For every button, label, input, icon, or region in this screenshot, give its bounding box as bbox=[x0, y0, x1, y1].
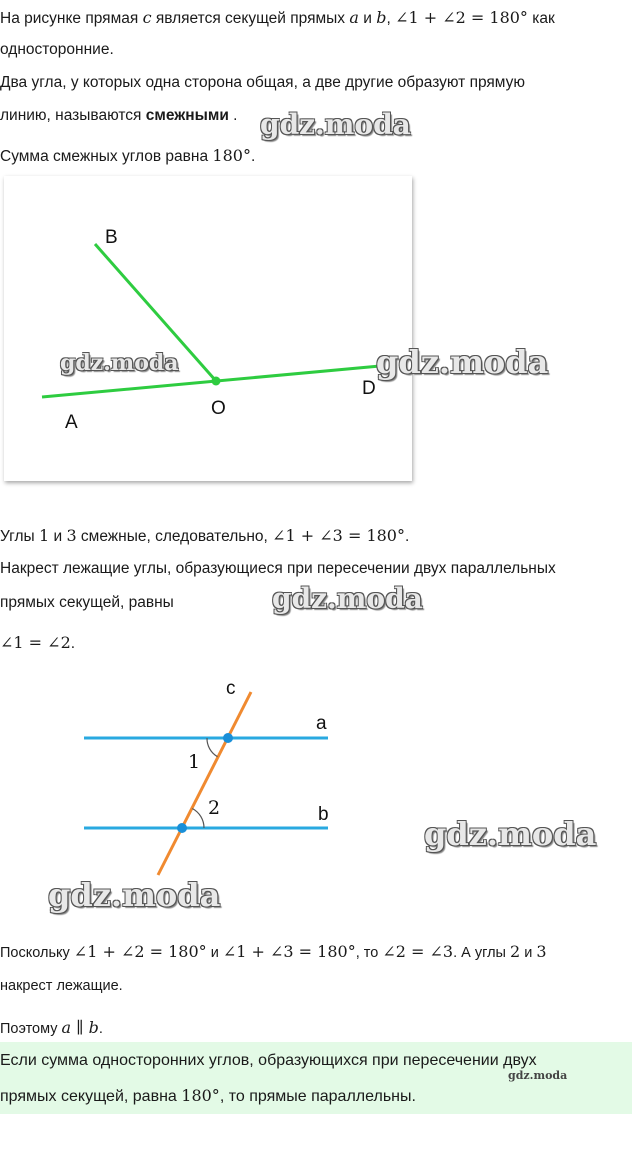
point-o bbox=[212, 377, 221, 386]
angle-arc-1 bbox=[207, 738, 218, 757]
text: линию, называются bbox=[0, 107, 146, 124]
theorem-callout bbox=[0, 1042, 632, 1114]
secant-c bbox=[158, 692, 251, 875]
watermark: gdz.moda bbox=[48, 876, 221, 914]
math-number: 1 bbox=[38, 526, 50, 545]
paragraph-equation bbox=[0, 633, 75, 653]
watermark: gdz.moda bbox=[260, 108, 411, 141]
term-adjacent: смежными bbox=[145, 107, 229, 124]
text: является секущей прямых bbox=[151, 10, 350, 27]
text: , bbox=[386, 10, 396, 27]
paragraph-adjacent-angles: Два угла, у которых одна сторона общая, а две другие образуют прямую bbox=[0, 74, 526, 91]
math-parallel: a ∥ b bbox=[61, 1018, 99, 1037]
text: . bbox=[250, 148, 256, 165]
text: и bbox=[49, 528, 67, 545]
math-number: 3 bbox=[536, 942, 547, 961]
paragraph-sum-adjacent bbox=[0, 146, 255, 166]
text: . bbox=[404, 528, 410, 545]
figure-adjacent-angles-svg bbox=[4, 176, 412, 481]
paragraph-angles-1-3 bbox=[0, 526, 409, 546]
label-b: B bbox=[105, 227, 118, 248]
paragraph-conclusion bbox=[0, 942, 547, 961]
math-equation: ∠1 = ∠2 bbox=[0, 633, 71, 652]
callout-line: Если сумма односторонних углов, образующихся при пересечении двух bbox=[0, 1052, 537, 1069]
text: , то прямые параллельны. bbox=[219, 1088, 416, 1105]
watermark: gdz.moda bbox=[272, 582, 423, 615]
label-a: a bbox=[316, 713, 327, 734]
paragraph-alternate-angles: Накрест лежащие углы, образующиеся при пересечении двух параллельных bbox=[0, 560, 556, 577]
text: . А углы bbox=[453, 945, 510, 961]
figure-adjacent-angles bbox=[4, 176, 412, 481]
math-equation: ∠1 + ∠2 = 180° bbox=[73, 942, 207, 961]
label-a: A bbox=[65, 412, 78, 433]
label-o: O bbox=[211, 398, 226, 419]
watermark: gdz.moda bbox=[376, 343, 549, 381]
text: прямых секущей, равна bbox=[0, 1088, 182, 1105]
math-b: b bbox=[376, 8, 387, 27]
label-angle-2: 2 bbox=[208, 797, 221, 819]
text: , то bbox=[355, 945, 383, 961]
text: Углы bbox=[0, 528, 39, 545]
paragraph-line: накрест лежащие. bbox=[0, 978, 123, 994]
math-equation: ∠1 + ∠3 = 180° bbox=[272, 526, 405, 545]
math-value: 180° bbox=[212, 146, 251, 165]
watermark: gdz.moda bbox=[60, 350, 179, 376]
figure-parallel-lines bbox=[70, 672, 370, 892]
text: На рисунке прямая bbox=[0, 10, 143, 27]
math-c: c bbox=[142, 8, 152, 27]
math-number: 2 bbox=[510, 942, 521, 961]
text: Поэтому bbox=[0, 1021, 62, 1037]
math-equation: ∠1 + ∠3 = 180° bbox=[222, 942, 356, 961]
paragraph-line: односторонние. bbox=[0, 41, 114, 58]
text: . bbox=[228, 107, 238, 124]
math-value: 180° bbox=[181, 1086, 220, 1105]
point-intersection-b bbox=[177, 823, 187, 833]
paragraph-therefore bbox=[0, 1018, 103, 1037]
paragraph-line: прямых секущей, равны bbox=[0, 594, 174, 611]
label-c: c bbox=[226, 678, 236, 699]
text: как bbox=[527, 10, 555, 27]
angle-arc-2 bbox=[192, 809, 204, 829]
text: и bbox=[520, 945, 537, 961]
math-a: a bbox=[349, 8, 359, 27]
watermark: gdz.moda bbox=[508, 1069, 568, 1082]
label-d: D bbox=[362, 378, 376, 399]
text: . bbox=[70, 635, 76, 652]
callout-line bbox=[0, 1086, 416, 1106]
math-number: 3 bbox=[66, 526, 77, 545]
watermark: gdz.moda bbox=[424, 815, 597, 853]
label-angle-1: 1 bbox=[188, 751, 201, 773]
text: и bbox=[206, 945, 223, 961]
text: Сумма смежных углов равна bbox=[0, 148, 213, 165]
text: . bbox=[98, 1021, 103, 1037]
paragraph-secant-definition bbox=[0, 8, 555, 28]
paragraph-line bbox=[0, 107, 237, 125]
math-equation: ∠1 + ∠2 = 180° bbox=[395, 8, 528, 27]
point-intersection-a bbox=[223, 733, 233, 743]
math-equation: ∠2 = ∠3 bbox=[382, 942, 454, 961]
text: и bbox=[358, 10, 377, 27]
text: Поскольку bbox=[0, 945, 74, 961]
figure-parallel-lines-svg bbox=[70, 672, 370, 887]
text: смежные, следовательно, bbox=[76, 528, 273, 545]
label-b: b bbox=[318, 804, 329, 825]
